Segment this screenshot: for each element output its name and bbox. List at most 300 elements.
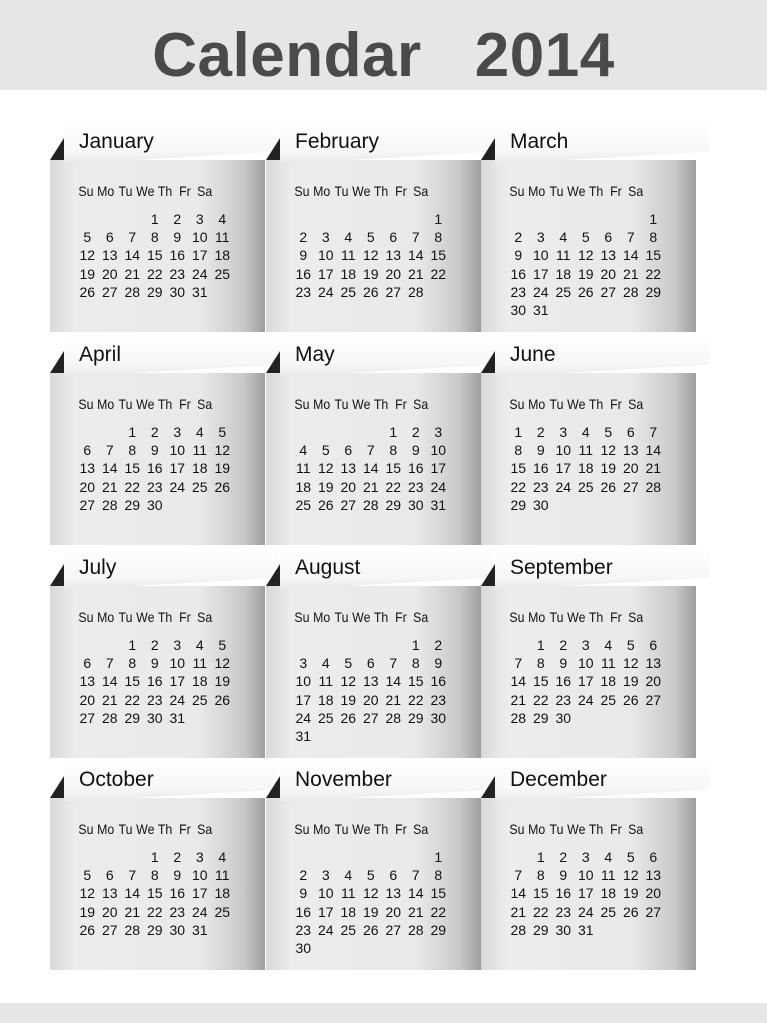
date-cell: 15 [146,247,163,264]
date-cell: 2 [150,424,159,440]
date-cell: 18 [214,885,231,902]
date-cell: 13 [79,460,96,477]
date-cell: 9 [559,655,568,672]
date-cell: 11 [295,460,311,477]
month-january [50,120,265,332]
weekday-label: Su [509,396,525,412]
empty-cell [405,210,428,228]
empty-cell [382,848,405,866]
date-cell: 22 [146,265,163,282]
weekday-label: Mo [313,821,331,837]
date-cell: 10 [191,867,208,884]
date-cell: 1 [389,424,398,440]
date-cell: 5 [344,655,353,672]
date-cell: 27 [340,496,357,513]
date-cell: 12 [214,655,231,672]
empty-cell [507,210,530,228]
weekday-label: Fr [179,183,191,199]
date-cell: 19 [622,673,639,690]
date-cell: 13 [340,460,357,477]
date-cell: 28 [622,283,639,300]
empty-cell [575,210,598,228]
date-cell: 7 [366,442,375,459]
weekday-label: Tu [549,821,564,837]
date-cell: 7 [105,442,114,459]
date-grid [292,210,462,301]
empty-cell [337,210,360,228]
date-cell: 13 [385,247,402,264]
date-cell: 23 [407,478,424,495]
date-cell: 24 [169,478,186,495]
month-name: February [295,130,380,153]
date-cell: 14 [510,673,527,690]
date-cell: 7 [411,229,420,246]
date-cell: 27 [385,921,402,938]
date-cell: 28 [407,283,424,300]
empty-cell [382,210,405,228]
empty-cell [360,423,383,441]
month-april [50,333,265,545]
date-cell: 7 [649,424,658,440]
date-cell: 31 [532,301,549,318]
date-cell: 5 [604,424,613,440]
date-cell: 24 [191,265,208,282]
date-cell: 16 [146,460,163,477]
date-cell: 5 [218,637,227,653]
date-cell: 4 [195,424,204,440]
date-cell: 26 [214,691,231,708]
empty-cell [360,636,383,654]
month-october [50,758,265,970]
date-cell: 20 [79,478,96,495]
weekday-label: Th [588,821,604,837]
date-cell: 17 [430,460,447,477]
page-fold-shadow [481,138,495,160]
date-cell: 31 [430,496,447,513]
date-cell: 5 [83,867,92,884]
date-cell: 25 [295,496,312,513]
date-cell: 7 [105,655,114,672]
date-cell: 24 [577,691,594,708]
date-cell: 10 [191,229,208,246]
date-cell: 19 [340,691,357,708]
date-cell: 26 [362,283,379,300]
date-cell: 27 [622,478,639,495]
date-cell: 26 [600,478,617,495]
date-cell: 14 [101,673,118,690]
weekday-label: We [567,396,586,412]
date-cell: 6 [105,867,114,884]
empty-cell [292,848,315,866]
date-cell: 6 [105,229,114,246]
date-cell: 9 [299,885,308,902]
date-cell: 8 [389,442,398,459]
date-cell: 6 [83,655,92,672]
date-cell: 20 [385,265,402,282]
weekday-label: Fr [610,609,622,625]
page-fold-shadow [50,351,64,373]
date-cell: 22 [532,691,549,708]
date-cell: 1 [536,637,545,653]
date-cell: 6 [366,655,375,672]
date-cell: 3 [195,211,204,227]
date-cell: 16 [295,903,312,920]
date-cell: 29 [532,709,549,726]
date-cell: 3 [321,229,330,246]
empty-cell [99,848,122,866]
date-cell: 3 [581,637,590,653]
date-cell: 6 [83,442,92,459]
date-cell: 21 [124,265,141,282]
date-cell: 17 [317,903,334,920]
empty-cell [292,210,315,228]
weekday-label: We [352,183,371,199]
date-cell: 7 [411,867,420,884]
month-name: January [79,130,154,153]
date-cell: 21 [124,903,141,920]
weekday-label: Mo [97,609,115,625]
date-cell: 14 [407,885,424,902]
weekday-label: Sa [628,396,644,412]
date-cell: 26 [79,283,96,300]
date-cell: 12 [622,655,639,672]
date-cell: 4 [321,655,330,672]
weekday-label: Fr [179,609,191,625]
date-cell: 27 [101,283,118,300]
empty-cell [76,210,99,228]
date-cell: 11 [555,247,571,264]
date-cell: 25 [317,709,334,726]
date-cell: 7 [626,229,635,246]
page-fold-shadow [481,564,495,586]
date-cell: 22 [124,691,141,708]
date-cell: 1 [150,211,159,227]
date-cell: 16 [510,265,527,282]
date-cell: 19 [362,265,379,282]
date-cell: 29 [146,921,163,938]
empty-cell [99,210,122,228]
date-cell: 15 [124,460,141,477]
date-cell: 12 [362,885,379,902]
date-cell: 14 [362,460,379,477]
date-cell: 24 [430,478,447,495]
weekday-label: Tu [549,396,564,412]
date-cell: 12 [214,442,231,459]
weekday-label: We [567,183,586,199]
date-cell: 16 [430,673,447,690]
date-cell: 2 [434,637,443,653]
empty-cell [337,423,360,441]
date-cell: 13 [101,885,118,902]
date-cell: 26 [577,283,594,300]
date-cell: 8 [536,867,545,884]
weekday-label: Fr [395,821,407,837]
date-cell: 26 [340,709,357,726]
date-cell: 21 [407,903,424,920]
date-cell: 12 [79,247,96,264]
date-cell: 18 [295,478,312,495]
date-cell: 22 [407,691,424,708]
date-cell: 6 [604,229,613,246]
date-cell: 6 [649,849,658,865]
empty-cell [76,423,99,441]
date-cell: 11 [600,867,616,884]
date-cell: 8 [434,867,443,884]
date-cell: 10 [169,442,186,459]
month-name: May [295,343,335,366]
date-cell: 17 [191,885,208,902]
weekday-header-row [76,608,226,626]
date-cell: 11 [340,885,356,902]
date-cell: 27 [385,283,402,300]
empty-cell [507,636,530,654]
date-cell: 22 [430,265,447,282]
weekday-label: Su [294,183,310,199]
date-cell: 20 [645,885,662,902]
date-cell: 1 [411,637,420,653]
page-fold-shadow [266,564,280,586]
date-cell: 15 [430,247,447,264]
date-cell: 6 [389,229,398,246]
date-cell: 21 [101,691,118,708]
date-cell: 2 [559,849,568,865]
date-cell: 13 [79,673,96,690]
weekday-header-row [76,395,226,413]
weekday-label: Tu [118,396,133,412]
date-cell: 24 [317,921,334,938]
date-cell: 23 [510,283,527,300]
weekday-label: Su [78,821,94,837]
date-cell: 4 [559,229,568,246]
date-cell: 29 [146,283,163,300]
date-cell: 4 [604,849,613,865]
weekday-label: Tu [118,183,133,199]
date-cell: 25 [214,265,231,282]
empty-cell [315,423,338,441]
date-cell: 28 [101,709,118,726]
date-cell: 28 [362,496,379,513]
weekday-label: Mo [528,183,546,199]
weekday-label: Th [373,821,389,837]
date-cell: 25 [600,903,617,920]
date-cell: 27 [600,283,617,300]
date-cell: 22 [124,478,141,495]
empty-cell [292,423,315,441]
month-name: December [510,768,607,791]
weekday-header-row [76,820,226,838]
date-grid [76,423,246,514]
date-grid [507,848,677,939]
weekday-label: We [136,396,155,412]
weekday-header-row [76,182,226,200]
empty-cell [315,848,338,866]
weekday-label: Fr [610,821,622,837]
date-grid [507,210,677,319]
date-cell: 20 [362,691,379,708]
date-cell: 25 [577,478,594,495]
date-cell: 17 [169,673,186,690]
weekday-label: Th [373,396,389,412]
weekday-label: Th [588,396,604,412]
date-cell: 30 [407,496,424,513]
date-cell: 14 [510,885,527,902]
date-cell: 26 [317,496,334,513]
weekday-label: Su [509,821,525,837]
date-cell: 16 [169,885,186,902]
date-cell: 18 [340,903,357,920]
date-cell: 11 [214,229,230,246]
date-cell: 3 [581,849,590,865]
page-fold-shadow [50,138,64,160]
weekday-label: Mo [97,396,115,412]
month-name: July [79,556,117,579]
date-cell: 3 [559,424,568,440]
date-cell: 17 [191,247,208,264]
empty-cell [99,636,122,654]
date-cell: 28 [101,496,118,513]
date-grid [292,848,462,957]
page-fold-shadow [481,351,495,373]
date-cell: 17 [577,885,594,902]
weekday-header-row [292,820,442,838]
date-cell: 8 [514,442,523,459]
date-cell: 25 [191,478,208,495]
date-cell: 12 [317,460,334,477]
date-cell: 12 [577,247,594,264]
date-cell: 8 [536,655,545,672]
month-name: October [79,768,154,791]
date-grid [507,423,677,514]
empty-cell [315,636,338,654]
date-cell: 18 [577,460,594,477]
weekday-label: Th [373,183,389,199]
weekday-label: Mo [97,183,115,199]
weekday-label: Tu [334,183,349,199]
empty-cell [99,423,122,441]
empty-cell [337,636,360,654]
date-cell: 24 [577,903,594,920]
date-cell: 24 [555,478,572,495]
date-cell: 9 [411,442,420,459]
date-cell: 21 [385,691,402,708]
date-cell: 6 [344,442,353,459]
weekday-label: Sa [413,396,429,412]
date-cell: 8 [128,655,137,672]
date-cell: 8 [128,442,137,459]
date-cell: 3 [321,867,330,884]
empty-cell [382,636,405,654]
date-cell: 5 [626,849,635,865]
date-cell: 25 [340,921,357,938]
date-cell: 24 [169,691,186,708]
date-cell: 25 [340,283,357,300]
weekday-label: Su [294,821,310,837]
date-cell: 22 [532,903,549,920]
date-cell: 27 [362,709,379,726]
date-cell: 17 [532,265,549,282]
weekday-label: Mo [528,609,546,625]
date-cell: 26 [622,691,639,708]
date-cell: 4 [195,637,204,653]
date-cell: 16 [555,885,572,902]
date-cell: 9 [173,867,182,884]
date-cell: 18 [600,673,617,690]
date-cell: 12 [79,885,96,902]
date-cell: 31 [169,709,186,726]
date-cell: 2 [150,637,159,653]
date-cell: 16 [407,460,424,477]
date-cell: 20 [101,265,118,282]
weekday-label: We [352,609,371,625]
date-cell: 30 [555,709,572,726]
date-cell: 8 [649,229,658,246]
weekday-label: Su [78,396,94,412]
date-cell: 24 [295,709,312,726]
date-cell: 21 [362,478,379,495]
weekday-header-row [507,395,657,413]
date-cell: 14 [645,442,662,459]
date-cell: 20 [385,903,402,920]
date-cell: 2 [514,229,523,246]
weekday-label: Fr [610,396,622,412]
date-cell: 4 [218,849,227,865]
date-cell: 29 [385,496,402,513]
date-cell: 7 [389,655,398,672]
date-cell: 20 [101,903,118,920]
month-september [481,546,696,758]
weekday-label: Sa [628,609,644,625]
weekday-label: Tu [549,183,564,199]
date-cell: 15 [407,673,424,690]
date-cell: 21 [101,478,118,495]
date-cell: 30 [430,709,447,726]
date-cell: 20 [622,460,639,477]
weekday-label: Su [509,183,525,199]
weekday-label: Su [509,609,525,625]
weekday-label: Sa [197,609,213,625]
date-cell: 25 [214,903,231,920]
date-grid [507,636,677,727]
weekday-header-row [507,608,657,626]
date-cell: 1 [434,211,443,227]
date-cell: 9 [173,229,182,246]
date-cell: 11 [600,655,616,672]
date-cell: 2 [173,211,182,227]
date-cell: 23 [430,691,447,708]
date-cell: 5 [218,424,227,440]
date-cell: 23 [295,283,312,300]
date-cell: 19 [362,903,379,920]
date-cell: 26 [79,921,96,938]
weekday-label: Th [157,396,173,412]
date-cell: 12 [600,442,617,459]
date-cell: 22 [645,265,662,282]
date-cell: 11 [340,247,356,264]
page-fold-shadow [266,138,280,160]
weekday-label: Th [588,609,604,625]
date-cell: 11 [192,442,208,459]
date-cell: 17 [169,460,186,477]
date-cell: 11 [192,655,208,672]
date-cell: 30 [146,709,163,726]
weekday-label: Mo [528,821,546,837]
date-cell: 1 [150,849,159,865]
empty-cell [121,210,144,228]
date-cell: 23 [555,903,572,920]
date-cell: 7 [514,867,523,884]
weekday-label: Fr [395,396,407,412]
date-cell: 17 [295,691,312,708]
